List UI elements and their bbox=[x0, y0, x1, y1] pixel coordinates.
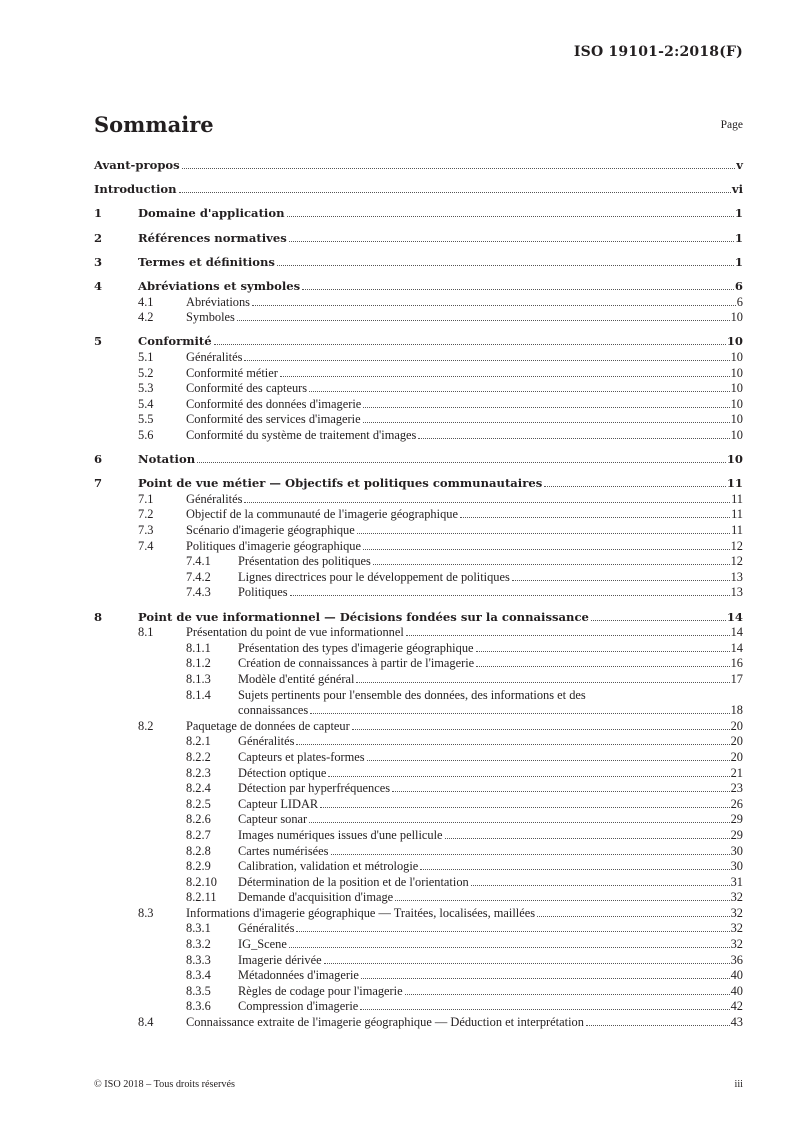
toc-entry-number: 5.2 bbox=[138, 365, 154, 380]
toc-entry-number: 8.1.1 bbox=[186, 640, 211, 655]
dot-leader bbox=[289, 947, 730, 948]
toc-entry-number: 8.2.3 bbox=[186, 765, 211, 780]
toc-entry-page: 23 bbox=[730, 781, 743, 796]
toc-entry-number: 5.1 bbox=[138, 349, 154, 364]
dot-leader bbox=[512, 580, 730, 581]
toc-entry-title: Modèle d'entité général bbox=[238, 671, 355, 686]
toc-entry-page: 14 bbox=[730, 625, 743, 640]
toc-entry-title: connaissances bbox=[238, 703, 309, 718]
toc-entry[interactable] bbox=[94, 999, 743, 1015]
toc-entry-page: 10 bbox=[726, 334, 743, 349]
dot-leader bbox=[445, 838, 730, 839]
toc-entry-page: 17 bbox=[730, 671, 743, 686]
toc-entry-page: 14 bbox=[730, 640, 743, 655]
toc-entry-title: Calibration, validation et métrologie bbox=[238, 859, 419, 874]
toc-entry[interactable] bbox=[94, 585, 743, 601]
toc-entry-number: 5.4 bbox=[138, 396, 154, 411]
footer-page-number: iii bbox=[734, 1079, 743, 1090]
toc-entry[interactable] bbox=[94, 182, 743, 198]
dot-leader bbox=[420, 869, 729, 870]
toc-entry[interactable] bbox=[94, 890, 743, 906]
toc-entry-number: 5.6 bbox=[138, 427, 154, 442]
toc-entry-number: 8 bbox=[94, 609, 103, 624]
dot-leader bbox=[392, 791, 730, 792]
toc-entry[interactable] bbox=[94, 719, 743, 735]
toc-entry[interactable] bbox=[94, 688, 743, 719]
toc-entry-title: Domaine d'application bbox=[138, 206, 285, 221]
toc-entry-page: 30 bbox=[730, 843, 743, 858]
toc-entry[interactable] bbox=[94, 310, 743, 326]
toc-entry-page: vi bbox=[731, 182, 743, 197]
toc-entry-number: 7 bbox=[94, 476, 103, 491]
dot-leader bbox=[357, 533, 730, 534]
toc-entry-title: Abréviations et symboles bbox=[138, 278, 301, 293]
toc-entry-number: 1 bbox=[94, 206, 103, 221]
toc-entry-number: 3 bbox=[94, 254, 103, 269]
toc-entry[interactable] bbox=[94, 507, 743, 523]
dot-leader bbox=[363, 549, 730, 550]
dot-leader bbox=[197, 462, 726, 463]
toc-entry-page: 13 bbox=[730, 585, 743, 600]
toc-entry[interactable] bbox=[94, 968, 743, 984]
toc-entry-title: Capteurs et plates-formes bbox=[238, 749, 365, 764]
toc-entry-title: Cartes numérisées bbox=[238, 843, 329, 858]
page-column-label: Page bbox=[720, 119, 743, 131]
dot-leader bbox=[331, 854, 730, 855]
toc-entry-page: 12 bbox=[730, 538, 743, 553]
toc-entry-number: 8.3.3 bbox=[186, 952, 211, 967]
toc-entry-page: v bbox=[736, 158, 743, 172]
toc-entry-number: 8.1.2 bbox=[186, 656, 211, 671]
toc-entry-page: 11 bbox=[731, 491, 743, 506]
toc-entry-title: Généralités bbox=[186, 491, 243, 506]
toc-entry-title: Compression d'imagerie bbox=[238, 999, 359, 1014]
toc-entry-page: 40 bbox=[730, 968, 743, 983]
dot-leader bbox=[287, 216, 734, 217]
toc-entry-page: 36 bbox=[730, 952, 743, 967]
toc-entry-page: 1 bbox=[734, 206, 743, 221]
dot-leader bbox=[280, 376, 730, 377]
dot-leader bbox=[252, 305, 736, 306]
toc-entry[interactable] bbox=[94, 672, 743, 688]
dot-leader bbox=[309, 822, 729, 823]
footer-copyright: © ISO 2018 – Tous droits réservés bbox=[94, 1079, 235, 1090]
page-title: Sommaire bbox=[94, 112, 214, 137]
toc-entry-title: Généralités bbox=[186, 349, 243, 364]
toc-entry-title: Informations d'imagerie géographique — Traitées, localisées, maillées bbox=[186, 905, 536, 920]
toc-entry[interactable] bbox=[94, 334, 743, 350]
dot-leader bbox=[237, 320, 730, 321]
toc-entry-title: Lignes directrices pour le développement de politiques bbox=[238, 569, 510, 584]
toc-entry-page: 32 bbox=[730, 890, 743, 905]
toc-entry-title: Paquetage de données de capteur bbox=[186, 718, 350, 733]
toc-entry-title: Règles de codage pour l'imagerie bbox=[238, 983, 403, 998]
dot-leader bbox=[310, 713, 729, 714]
toc-entry-page: 10 bbox=[730, 396, 743, 411]
dot-leader bbox=[356, 682, 729, 683]
toc-entry-page: 20 bbox=[730, 718, 743, 733]
toc-entry[interactable] bbox=[94, 750, 743, 766]
toc-entry[interactable] bbox=[94, 539, 743, 555]
toc-entry-title: Conformité des données d'imagerie bbox=[186, 396, 362, 411]
table-of-contents bbox=[94, 158, 743, 1031]
toc-entry[interactable] bbox=[94, 397, 743, 413]
toc-entry-number: 8.3.1 bbox=[186, 921, 211, 936]
toc-entry[interactable] bbox=[94, 295, 743, 311]
toc-entry[interactable] bbox=[94, 812, 743, 828]
toc-entry[interactable] bbox=[94, 875, 743, 891]
toc-entry-title: Détection optique bbox=[238, 765, 327, 780]
toc-entry-number: 4.1 bbox=[138, 294, 154, 309]
toc-entry[interactable] bbox=[94, 158, 743, 174]
dot-leader bbox=[290, 595, 730, 596]
toc-entry[interactable] bbox=[94, 428, 743, 444]
dot-leader bbox=[302, 289, 734, 290]
toc-entry-number: 8.3.6 bbox=[186, 999, 211, 1014]
toc-entry-title: Objectif de la communauté de l'imagerie géographique bbox=[186, 507, 458, 522]
toc-entry-page: 1 bbox=[734, 230, 743, 245]
toc-entry-page: 20 bbox=[730, 749, 743, 764]
toc-entry-page: 6 bbox=[734, 278, 743, 293]
toc-entry-title: Création de connaissances à partir de l'imagerie bbox=[238, 656, 475, 671]
toc-entry-page: 40 bbox=[730, 983, 743, 998]
toc-entry-number: 8.2.1 bbox=[186, 734, 211, 749]
toc-entry-number: 8.1.4 bbox=[186, 687, 211, 702]
toc-entry[interactable] bbox=[94, 279, 743, 295]
dot-leader bbox=[537, 916, 730, 917]
toc-entry-title: Conformité des capteurs bbox=[186, 381, 308, 396]
toc-entry-title: Scénario d'imagerie géographique bbox=[186, 523, 355, 538]
toc-entry-number: 8.3.4 bbox=[186, 968, 211, 983]
toc-entry-number: 8.2 bbox=[138, 718, 154, 733]
dot-leader bbox=[476, 666, 729, 667]
dot-leader bbox=[324, 963, 730, 964]
dot-leader bbox=[395, 900, 729, 901]
toc-entry-title: Demande d'acquisition d'image bbox=[238, 890, 394, 905]
toc-entry[interactable] bbox=[94, 255, 743, 271]
toc-entry[interactable] bbox=[94, 610, 743, 626]
toc-entry-number: 8.3.5 bbox=[186, 983, 211, 998]
dot-leader bbox=[296, 744, 729, 745]
toc-entry-title: Images numériques issues d'une pellicule bbox=[238, 827, 443, 842]
toc-entry-number: 8.2.2 bbox=[186, 749, 211, 764]
toc-entry-page: 14 bbox=[726, 609, 743, 624]
toc-entry-page: 31 bbox=[730, 874, 743, 889]
toc-entry-page: 10 bbox=[730, 365, 743, 380]
toc-entry-number: 7.1 bbox=[138, 491, 154, 506]
dot-leader bbox=[244, 360, 729, 361]
toc-entry-page: 10 bbox=[726, 452, 743, 467]
toc-entry-title: Métadonnées d'imagerie bbox=[238, 968, 359, 983]
toc-entry-number: 8.3.2 bbox=[186, 937, 211, 952]
toc-entry[interactable] bbox=[94, 641, 743, 657]
toc-entry-title: Conformité des services d'imagerie bbox=[186, 412, 361, 427]
dot-leader bbox=[320, 807, 729, 808]
toc-entry-title: Politiques bbox=[238, 585, 288, 600]
toc-entry-title: Références normatives bbox=[138, 230, 287, 245]
toc-entry-number: 8.2.8 bbox=[186, 843, 211, 858]
toc-entry-page: 29 bbox=[730, 827, 743, 842]
toc-entry[interactable] bbox=[94, 452, 743, 468]
toc-entry-number: 8.2.4 bbox=[186, 781, 211, 796]
toc-entry-page: 32 bbox=[730, 921, 743, 936]
toc-entry-number: 5.3 bbox=[138, 381, 154, 396]
toc-entry-page: 42 bbox=[730, 999, 743, 1014]
toc-entry-title: Présentation des politiques bbox=[238, 554, 371, 569]
dot-leader bbox=[591, 620, 726, 621]
toc-entry[interactable] bbox=[94, 797, 743, 813]
toc-entry-number: 4.2 bbox=[138, 310, 154, 325]
toc-entry-title: Présentation du point de vue informationnel bbox=[186, 625, 404, 640]
dot-leader bbox=[418, 438, 729, 439]
dot-leader bbox=[296, 931, 729, 932]
toc-entry[interactable] bbox=[94, 492, 743, 508]
toc-entry[interactable] bbox=[94, 781, 743, 797]
toc-entry[interactable] bbox=[94, 937, 743, 953]
toc-entry[interactable] bbox=[94, 921, 743, 937]
toc-entry-number: 5.5 bbox=[138, 412, 154, 427]
toc-entry-number: 7.2 bbox=[138, 507, 154, 522]
dot-leader bbox=[328, 776, 729, 777]
toc-entry[interactable] bbox=[94, 859, 743, 875]
toc-entry-title: Conformité du système de traitement d'images bbox=[186, 427, 417, 442]
toc-entry-number: 7.4.1 bbox=[186, 554, 211, 569]
toc-entry-title: Imagerie dérivée bbox=[238, 952, 322, 967]
dot-leader bbox=[586, 1025, 730, 1026]
dot-leader bbox=[309, 391, 729, 392]
toc-entry-page: 18 bbox=[730, 703, 743, 718]
toc-entry-number: 8.2.10 bbox=[186, 874, 217, 889]
toc-entry-title: Termes et définitions bbox=[138, 254, 275, 269]
toc-entry[interactable] bbox=[94, 1015, 743, 1031]
toc-entry[interactable] bbox=[94, 381, 743, 397]
dot-leader bbox=[179, 192, 731, 193]
dot-leader bbox=[214, 344, 726, 345]
toc-entry[interactable] bbox=[94, 231, 743, 247]
toc-entry-title: Détection par hyperfréquences bbox=[238, 781, 391, 796]
toc-entry[interactable] bbox=[94, 656, 743, 672]
dot-leader bbox=[244, 502, 730, 503]
toc-entry[interactable] bbox=[94, 953, 743, 969]
toc-entry-title: Détermination de la position et de l'orientation bbox=[238, 874, 469, 889]
toc-entry[interactable] bbox=[94, 554, 743, 570]
toc-entry-title: Point de vue informationnel — Décisions fondées sur la connaissance bbox=[138, 609, 589, 624]
toc-entry[interactable] bbox=[94, 844, 743, 860]
toc-entry-page: 16 bbox=[730, 656, 743, 671]
toc-entry-title: Sujets pertinents pour l'ensemble des données, des informations et des bbox=[238, 687, 586, 702]
dot-leader bbox=[361, 978, 730, 979]
toc-entry-page: 32 bbox=[730, 905, 743, 920]
toc-entry-page: 10 bbox=[730, 349, 743, 364]
toc-entry-title: Politiques d'imagerie géographique bbox=[186, 538, 361, 553]
toc-entry-number: 8.2.7 bbox=[186, 827, 211, 842]
toc-entry-title: Notation bbox=[138, 452, 196, 467]
dot-leader bbox=[476, 651, 730, 652]
toc-entry-number: 4 bbox=[94, 278, 103, 293]
toc-entry-title: Avant-propos bbox=[94, 158, 180, 172]
toc-entry[interactable] bbox=[94, 476, 743, 492]
toc-entry-number: 8.4 bbox=[138, 1015, 154, 1030]
toc-entry[interactable] bbox=[94, 570, 743, 586]
toc-entry-title: Introduction bbox=[94, 182, 177, 197]
toc-entry-number: 7.4.3 bbox=[186, 585, 211, 600]
toc-entry-title: IG_Scene bbox=[238, 937, 287, 952]
dot-leader bbox=[363, 422, 730, 423]
toc-entry-number: 8.3 bbox=[138, 905, 154, 920]
toc-entry-number: 8.2.6 bbox=[186, 812, 211, 827]
toc-entry-number: 8.2.5 bbox=[186, 796, 211, 811]
dot-leader bbox=[277, 265, 734, 266]
dot-leader bbox=[363, 407, 729, 408]
dot-leader bbox=[460, 517, 730, 518]
toc-entry-number: 8.1.3 bbox=[186, 671, 211, 686]
toc-entry[interactable] bbox=[94, 350, 743, 366]
toc-entry-page: 32 bbox=[730, 937, 743, 952]
toc-entry-number: 8.2.11 bbox=[186, 890, 217, 905]
toc-entry[interactable] bbox=[94, 984, 743, 1000]
toc-entry-number: 7.4.2 bbox=[186, 569, 211, 584]
toc-entry-page: 10 bbox=[730, 412, 743, 427]
toc-entry-page: 29 bbox=[730, 812, 743, 827]
dot-leader bbox=[544, 486, 726, 487]
toc-entry-page: 10 bbox=[730, 427, 743, 442]
toc-entry-page: 11 bbox=[731, 507, 743, 522]
toc-entry-number: 7.4 bbox=[138, 538, 154, 553]
toc-entry-page: 11 bbox=[731, 523, 743, 538]
toc-entry[interactable] bbox=[94, 625, 743, 641]
toc-entry-title: Conformité bbox=[138, 334, 212, 349]
toc-entry-page: 20 bbox=[730, 734, 743, 749]
toc-entry-number: 8.1 bbox=[138, 625, 154, 640]
dot-leader bbox=[360, 1009, 729, 1010]
toc-entry-page: 43 bbox=[730, 1015, 743, 1030]
dot-leader bbox=[289, 241, 734, 242]
toc-entry[interactable] bbox=[94, 206, 743, 222]
toc-entry-title: Point de vue métier — Objectifs et politiques communautaires bbox=[138, 476, 543, 491]
toc-entry-title: Connaissance extraite de l'imagerie géographique — Déduction et interprétation bbox=[186, 1015, 584, 1030]
toc-entry[interactable] bbox=[94, 828, 743, 844]
toc-entry-title: Présentation des types d'imagerie géographique bbox=[238, 640, 474, 655]
toc-entry-title: Capteur sonar bbox=[238, 812, 308, 827]
toc-entry-page: 1 bbox=[734, 254, 743, 269]
toc-entry-title: Conformité métier bbox=[186, 365, 278, 380]
toc-entry-title: Symboles bbox=[186, 310, 235, 325]
toc-entry-title: Généralités bbox=[238, 734, 295, 749]
toc-entry-page: 10 bbox=[730, 381, 743, 396]
toc-entry-page: 13 bbox=[730, 569, 743, 584]
toc-entry-page: 6 bbox=[736, 294, 743, 309]
dot-leader bbox=[471, 885, 730, 886]
toc-entry-title: Généralités bbox=[238, 921, 295, 936]
toc-entry-number: 5 bbox=[94, 334, 103, 349]
toc-entry-number: 7.3 bbox=[138, 523, 154, 538]
toc-entry[interactable] bbox=[94, 766, 743, 782]
toc-entry-number: 8.2.9 bbox=[186, 859, 211, 874]
toc-entry-page: 11 bbox=[726, 476, 743, 491]
dot-leader bbox=[373, 564, 730, 565]
dot-leader bbox=[406, 635, 730, 636]
dot-leader bbox=[352, 729, 730, 730]
toc-entry-number: 6 bbox=[94, 452, 103, 467]
toc-entry-page: 30 bbox=[730, 859, 743, 874]
toc-entry-title: Abréviations bbox=[186, 294, 251, 309]
toc-entry[interactable] bbox=[94, 734, 743, 750]
toc-entry-page: 12 bbox=[730, 554, 743, 569]
toc-entry[interactable] bbox=[94, 523, 743, 539]
toc-entry-page: 10 bbox=[730, 310, 743, 325]
toc-entry-page: 26 bbox=[730, 796, 743, 811]
toc-entry-page: 21 bbox=[730, 765, 743, 780]
toc-entry-number: 2 bbox=[94, 230, 103, 245]
dot-leader bbox=[367, 760, 730, 761]
toc-entry[interactable] bbox=[94, 906, 743, 922]
toc-entry[interactable] bbox=[94, 412, 743, 428]
toc-entry-title: Capteur LIDAR bbox=[238, 796, 319, 811]
dot-leader bbox=[182, 168, 736, 169]
toc-entry[interactable] bbox=[94, 366, 743, 382]
dot-leader bbox=[405, 994, 730, 995]
document-code: ISO 19101-2:2018(F) bbox=[573, 44, 743, 60]
